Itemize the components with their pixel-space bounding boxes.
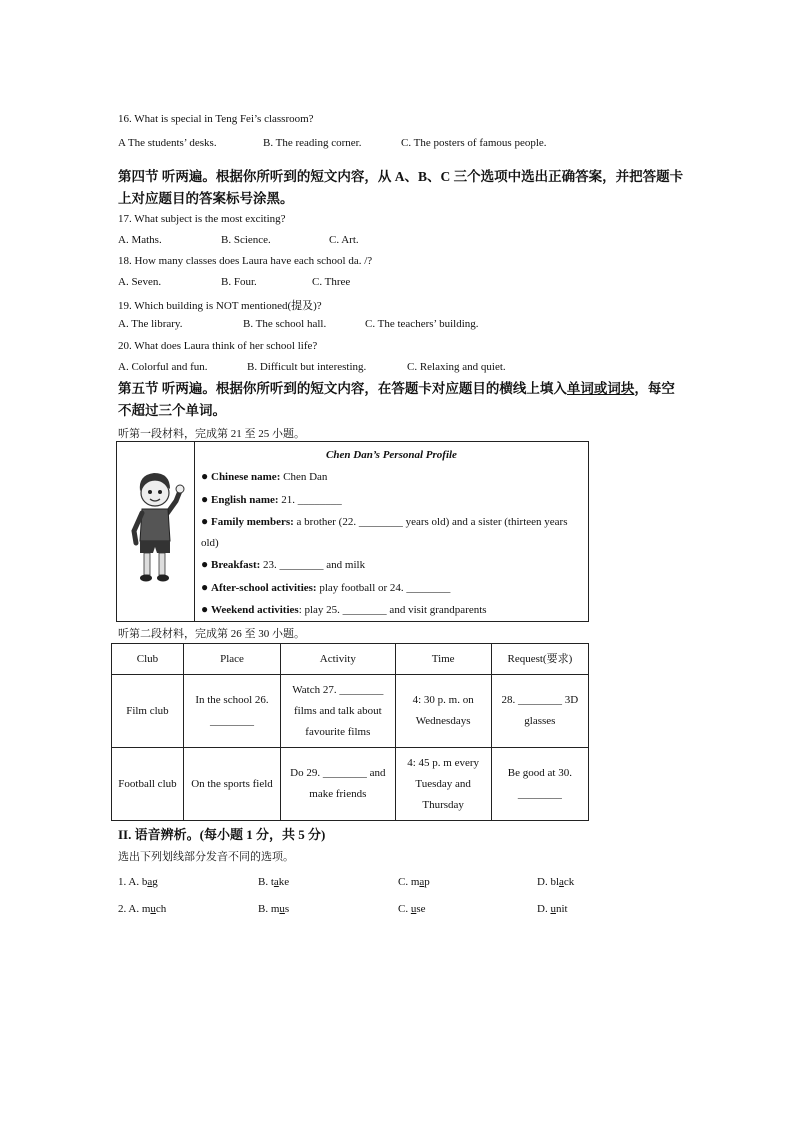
profile-row-english-name: ● English name: 21. ________ (201, 491, 342, 506)
cell-time: 4: 45 p. m every Tuesday and Thursday (395, 748, 491, 821)
waving-boy-illustration (126, 469, 186, 587)
phonics-q1-option-c[interactable]: C. map (398, 876, 430, 888)
profile-table (116, 441, 589, 622)
section5-title: 第五节 听两遍。根据你所听到的短文内容，在答题卡对应题目的横线上填入单词或词块，每空不超过三个单词。 (118, 381, 675, 418)
phonics-q2-option-d[interactable]: D. unit (537, 903, 568, 915)
profile-title: Chen Dan’s Personal Profile (326, 449, 457, 461)
q16-option-b[interactable]: B. The reading corner. (263, 137, 362, 149)
table-row (112, 748, 589, 821)
cell-activity: Do 29. ________ and make friends (281, 748, 395, 821)
part2-title: II. 语音辨析。(每小题 1 分，共 5 分) (118, 827, 326, 842)
cell-activity: Watch 27. ________ films and talk about favourite films (281, 675, 395, 748)
phonics-q2-option-c[interactable]: C. use (398, 903, 426, 915)
cell-club: Football club (112, 748, 184, 821)
profile-row-family-members: ● Family members: a brother (22. ________ years old) and a sister (thirteen years old) (201, 513, 568, 550)
phonics-q2-option-b[interactable]: B. mus (258, 903, 290, 915)
q19-stem: 19. Which building is NOT mentioned(提及)? (118, 300, 322, 312)
cell-place: In the school 26. ________ (183, 675, 280, 748)
table-header-row (112, 644, 589, 675)
cell-request: Be good at 30. ________ (491, 748, 588, 821)
phonics-q1-option-b[interactable]: B. take (258, 876, 290, 888)
profile-row-weekend: ● Weekend activities: play 25. ________ and visit grandparents (201, 602, 487, 617)
cell-club: Film club (112, 675, 184, 748)
header-time: Time (395, 644, 491, 675)
q18-option-b[interactable]: B. Four. (221, 276, 257, 288)
table-row (112, 675, 589, 748)
part2-instruction: 选出下列划线部分发音不同的选项。 (118, 851, 294, 863)
q17-option-c[interactable]: C. Art. (329, 234, 359, 246)
q20-option-b[interactable]: B. Difficult but interesting. (247, 361, 367, 373)
cell-request: 28. ________ 3D glasses (491, 675, 588, 748)
q16-option-c[interactable]: C. The posters of famous people. (401, 137, 547, 149)
header-activity: Activity (281, 644, 395, 675)
profile-content-cell (195, 442, 589, 622)
phonics-q1-option-d[interactable]: D. black (537, 876, 575, 888)
q20-option-a[interactable]: A. Colorful and fun. (118, 361, 208, 373)
q17-stem: 17. What subject is the most exciting? (118, 213, 286, 225)
q20-stem: 20. What does Laura think of her school life? (118, 340, 318, 352)
phonics-q1-option-a[interactable]: 1. A. bag (118, 876, 158, 888)
cell-time: 4: 30 p. m. on Wednesdays (395, 675, 491, 748)
profile-row-chinese-name: ● Chinese name: Chen Dan (201, 469, 328, 484)
q19-option-a[interactable]: A. The library. (118, 318, 183, 330)
section4-title: 第四节 听两遍。根据你所听到的短文内容，从 A、B、C 三个选项中选出正确答案，并把答题卡上对应题目的答案标号涂黑。 (118, 169, 684, 206)
header-request: Request(要求) (491, 644, 588, 675)
material1-instruction: 听第一段材料，完成第 21 至 25 小题。 (118, 428, 305, 440)
q18-stem: 18. How many classes does Laura have each school da. /? (118, 255, 373, 267)
q18-option-a[interactable]: A. Seven. (118, 276, 162, 288)
header-place: Place (183, 644, 280, 675)
material2-instruction: 听第二段材料，完成第 26 至 30 小题。 (118, 628, 305, 640)
q16-option-a[interactable]: A The students’ desks. (118, 137, 217, 149)
q19-option-b[interactable]: B. The school hall. (243, 318, 327, 330)
header-club: Club (112, 644, 184, 675)
cell-place: On the sports field (183, 748, 280, 821)
profile-row-breakfast: ● Breakfast: 23. ________ and milk (201, 557, 366, 572)
profile-row-after-school: ● After-school activities: play football or 24. ________ (201, 579, 451, 594)
q20-option-c[interactable]: C. Relaxing and quiet. (407, 361, 506, 373)
boy-illustration-cell (117, 442, 195, 622)
phonics-q2-option-a[interactable]: 2. A. much (118, 903, 167, 915)
q18-option-c[interactable]: C. Three (312, 276, 351, 288)
club-table (111, 643, 589, 821)
q17-option-b[interactable]: B. Science. (221, 234, 271, 246)
q17-option-a[interactable]: A. Maths. (118, 234, 162, 246)
q19-option-c[interactable]: C. The teachers’ building. (365, 318, 479, 330)
q16-stem: 16. What is special in Teng Fei’s classroom? (118, 113, 314, 125)
